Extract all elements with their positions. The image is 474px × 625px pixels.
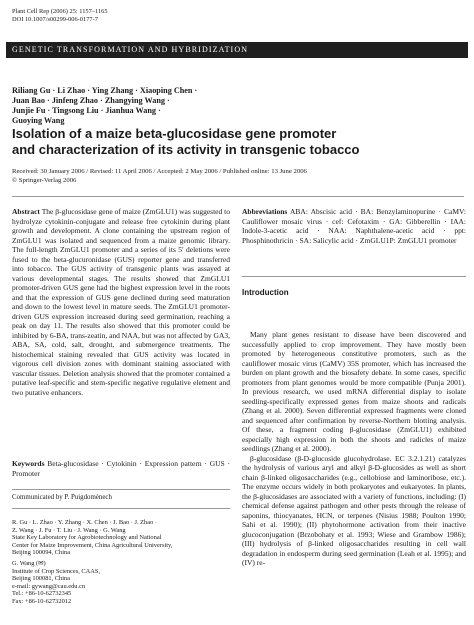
title-line: Isolation of a maize beta-glucosidase gene promoter bbox=[12, 126, 337, 141]
header-divider bbox=[12, 196, 464, 197]
footnote-divider bbox=[12, 508, 230, 509]
column-divider bbox=[242, 276, 466, 277]
introduction-paragraph: β-glucosidase (β-D-glucoside glucohydrolase. EC 3.2.1.21) catalyzes the hydrolysis of various aryl and alkyl β-D-glucosides as well as short chain β-linked oligosaccharides (e.g., cellobiose and laminoribose, etc.). The enzyme occurs widely in both prokaryotes and eukaryotes. In plants, the β-glucosidases are associated with a variety of functions, including: (I) chemical defense against pathogen and other pests through the release of saponins, thiocyanates, HCN, or terpenes (Nisius 1988; Poulton 1990; Sahi et al. 1990); (II) phytohormone activation from their inactive glucoconjugation (Brzobohaty et al. 1993; Wiese and Grambow 1986); (III) hydrolysis of β-linked oligosaccharides resulting in cell wall degradation in endosperm during seed germination (Leah et al. 1995); and (IV) re- bbox=[242, 453, 466, 567]
publication-dates bbox=[12, 168, 462, 185]
phone-number: Tel.: +86-10-62732345 bbox=[12, 590, 72, 598]
abstract bbox=[12, 207, 230, 397]
affiliation-line: Center for Maize Improvement, China Agricultural University, bbox=[12, 541, 173, 549]
author-line: Guoying Wang bbox=[12, 116, 65, 125]
communicated-text: Communicated by P. Puigdomènech bbox=[12, 494, 112, 501]
author-list bbox=[12, 86, 342, 126]
fax-number: Fax: +86-10-62732012 bbox=[12, 597, 72, 605]
keywords bbox=[12, 459, 230, 478]
dates-line: Received: 30 January 2006 / Revised: 11 April 2006 / Accepted: 2 May 2006 / Published online: 13 June 2006 bbox=[12, 168, 307, 175]
keywords-text: Beta-glucosidase · Cytokinin · Expression pattern · GUS · Promoter bbox=[12, 459, 230, 478]
footnote-authors: Z. Wang · J. Fu · T. Liu · J. Wang · G. Wang bbox=[12, 526, 126, 534]
introduction-paragraph: Many plant genes resistant to disease have been discovered and successfully applied to crop improvement. They have mostly been promoted by heterogeneous constitutive promoters, such as the cauliflower mosaic virus (CaMV) 35S promoter, which has increased the burden on plant growth and the biosafety debate. In some cases, specific promoters from plant genomes would be more compatible (Punja 2001). In previous research, we used mRNA differential display to isolate seedling-specifically expressed genes from maize shoots and radicals (Zhang et al. 2000). Seven differential expressed fragments were cloned and sequenced after confirmation by reverse-Northern blotting analysis. Of these, a fragment coding β-glucosidase (ZmGLU1) exhibited especially high expression in both the shoots and radicles of maize seedlings (Zhang et al. 2000). bbox=[242, 330, 466, 453]
author-line: Riliang Gu · Li Zhao · Ying Zhang · Xiaoping Chen · bbox=[12, 86, 198, 95]
doi-line: DOI 10.1007/s00299-006-0177-7 bbox=[12, 15, 98, 23]
affiliation-line: Beijing 100094, China bbox=[12, 549, 71, 557]
abstract-text: The β-glucosidase gene of maize (ZmGLU1) was suggested to hydrolyze cytokinin-conjugate and release free cytokinin during plant growth and development. A clone containing the upstream region of ZmGLU1 was isolated and sequenced from a maize genomic library. The full-length ZmGLU1 promoter and a series of its 5′ deletions were fused to the beta-glucuronidase (GUS) reporter gene and transferred into tobacco. The GUS activity of transgenic plants was assayed at various developmental stages. The results showed that ZmGLU1 promoter-driven GUS gene had the highest expression level in the roots and that the expression of GUS gene declined during seed maturation and down to the lowest level in mature seeds. The ZmGLU1 promoter-driven GUS expression increased during seed germination, reaching a peak on day 11. The results also showed that this promoter could be inhibited by 6-BA, trans-zeatin, and NAA, but was not affected by GA3, ABA, SA, cold, salt, drought, and submergence treatments. The histochemical staining revealed that GUS activity was located in vigorous cell division zones with dominant staining associated with vascular tissues. Deletion analysis showed that the promoter contained a putative leaf-specific and stem-specific negative regulative element and two putative enhancers. bbox=[12, 207, 230, 397]
abbreviations-text: ABA: Abscisic acid · BA: Benzylaminopurine · CaMV: Cauliflower mosaic virus · cef: Cefotaxim · GA: Gibberellin · IAA: Indole-3-acetic acid · NAA: Naphthalene-acetic acid · ppt: Phosphinothricin · SA: Salicylic acid · ZmGLU1P: ZmGLU1 promoter bbox=[242, 207, 467, 245]
paper-title bbox=[12, 126, 432, 158]
abbreviations-label: Abbreviations bbox=[242, 207, 288, 216]
title-line: and characterization of its activity in transgenic tobacco bbox=[12, 142, 360, 157]
introduction-heading: Introduction bbox=[242, 288, 289, 297]
abbreviations bbox=[242, 207, 466, 245]
footnote-divider bbox=[12, 489, 230, 490]
journal-line: Plant Cell Rep (2006) 25: 1157–1165 bbox=[12, 8, 108, 15]
section-banner: GENETIC TRANSFORMATION AND HYBRIDIZATION bbox=[6, 42, 468, 58]
author-line: Junjie Fu · Tingsong Liu · Jianhua Wang · bbox=[12, 106, 161, 115]
affiliation-line: State Key Laboratory for Agrobiotechnology and National bbox=[12, 534, 162, 542]
keywords-label: Keywords bbox=[12, 459, 45, 468]
author-affiliations bbox=[12, 519, 230, 606]
author-line: Juan Bao · Jinfeng Zhao · Zhangying Wang · bbox=[12, 96, 170, 105]
email-link[interactable]: e-mail: gywang@cau.edu.cn bbox=[12, 582, 86, 590]
copyright-line: © Springer-Verlag 2006 bbox=[12, 176, 77, 184]
communicated-by bbox=[12, 494, 230, 503]
introduction-body bbox=[242, 330, 466, 568]
abstract-label: Abstract bbox=[12, 207, 40, 216]
corresponding-author: G. Wang (✉) bbox=[12, 559, 46, 567]
journal-citation bbox=[12, 8, 108, 23]
institute-line: Beijing 100081, China bbox=[12, 575, 71, 583]
footnote-authors: R. Gu · L. Zhao · Y. Zhang · X. Chen · J. Bao · J. Zhao · bbox=[12, 519, 158, 526]
institute-line: Institute of Crop Sciences, CAAS, bbox=[12, 567, 101, 575]
